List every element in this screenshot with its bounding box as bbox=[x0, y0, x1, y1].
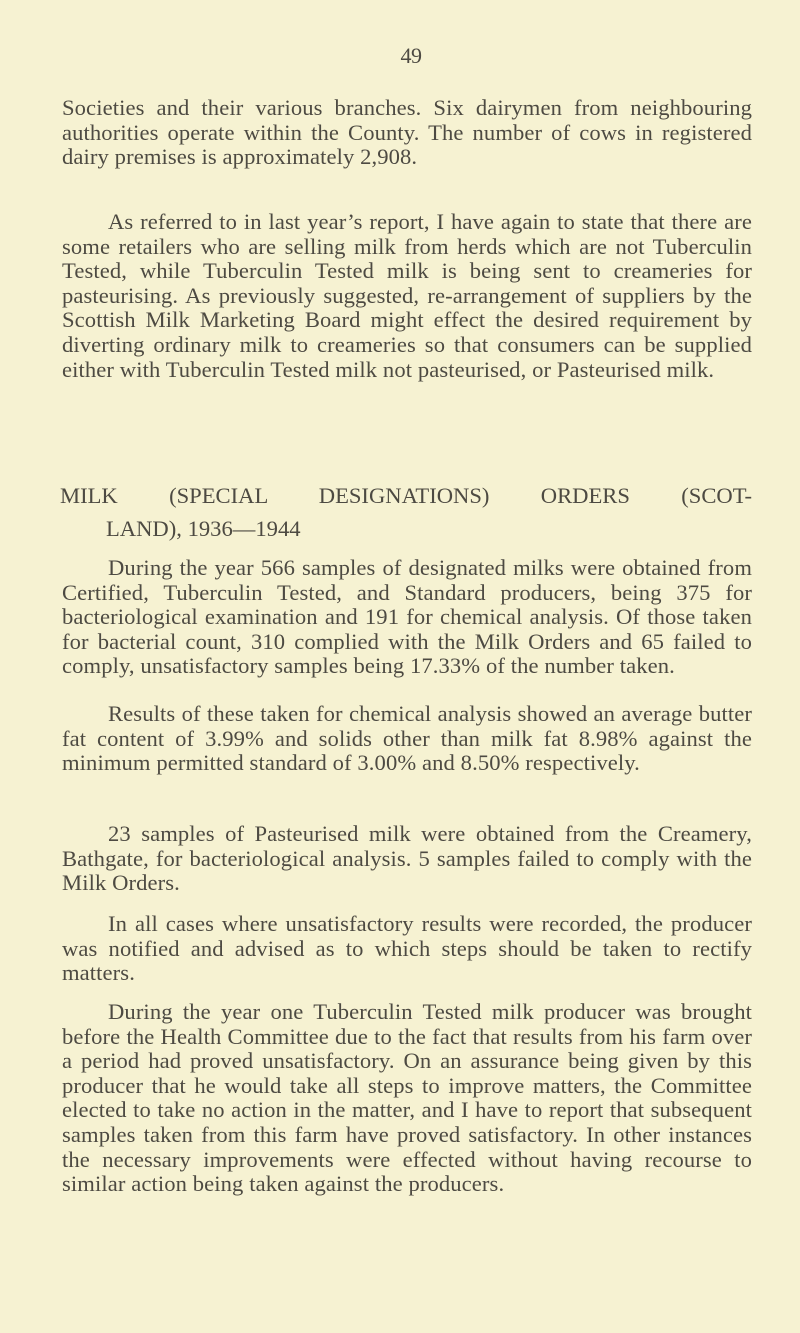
paragraph-text: In all cases where unsatisfactory results were recorded, the producer was notified and advised as to which steps should be taken to rectify matters. bbox=[62, 911, 752, 986]
paragraph-health-committee bbox=[62, 1000, 752, 1197]
paragraph-pasteurised-samples bbox=[62, 822, 752, 896]
paragraph-text: As referred to in last year’s report, I have again to state that there are some retailers who are selling milk from herds which are not Tuberculin Tested, while Tuberculin Tested milk is being sent to creameries for pasteurising. As previously suggested, re-arrangement of suppliers by the Scottish Milk Marketing Board might effect the desired requirement by diverting ordinary milk to creameries so that consumers can be supplied either with Tuberculin Tested milk not pasteurised, or Pasteurised milk. bbox=[62, 209, 752, 382]
paragraph-retailers bbox=[62, 210, 752, 382]
paragraph-text: During the year 566 samples of designated milks were obtained from Certified, Tuberculin Tested, and Standard producers, being 375 for bacteriological examination and 191 for chemical analysis. Of those taken for bacterial count, 310 complied with the Milk Orders and 65 failed to comply, unsatisfactory samples being 17.33% of the number taken. bbox=[62, 555, 752, 679]
paragraph-text: Results of these taken for chemical analysis showed an average butter fat content of 3.99% and solids other than milk fat 8.98% against the minimum permitted standard of 3.00% and 8.50% respectively. bbox=[62, 701, 752, 776]
page-number: 49 bbox=[400, 43, 422, 68]
paragraph-unsatisfactory-results bbox=[62, 912, 752, 986]
paragraph-samples-designated bbox=[62, 556, 752, 679]
paragraph-dairy-premises bbox=[62, 96, 752, 170]
paragraph-text: 23 samples of Pasteurised milk were obtained from the Creamery, Bathgate, for bacteriological analysis. 5 samples failed to comply with the Milk Orders. bbox=[62, 821, 752, 896]
paragraph-text: During the year one Tuberculin Tested milk producer was brought before the Health Committee due to the fact that results from his farm over a period had proved unsatisfactory. On an assurance being given by this producer that he would take all steps to improve matters, the Committee elected to take no action in the matter, and I have to report that subsequent samples taken from this farm have proved satisfactory. In other instances the necessary improvements were effected without having recourse to similar action being taken against the producers. bbox=[62, 999, 752, 1197]
paragraph-chemical-results bbox=[62, 702, 752, 776]
section-heading-line1: MILK (SPECIAL DESIGNATIONS) ORDERS (SCOT- bbox=[60, 483, 752, 508]
paragraph-text: Societies and their various branches. Six dairymen from neighbouring authorities operate within the County. The number of cows in registered dairy premises is approximately 2,908. bbox=[62, 95, 752, 170]
section-heading-line2: LAND), 1936—1944 bbox=[106, 516, 301, 541]
